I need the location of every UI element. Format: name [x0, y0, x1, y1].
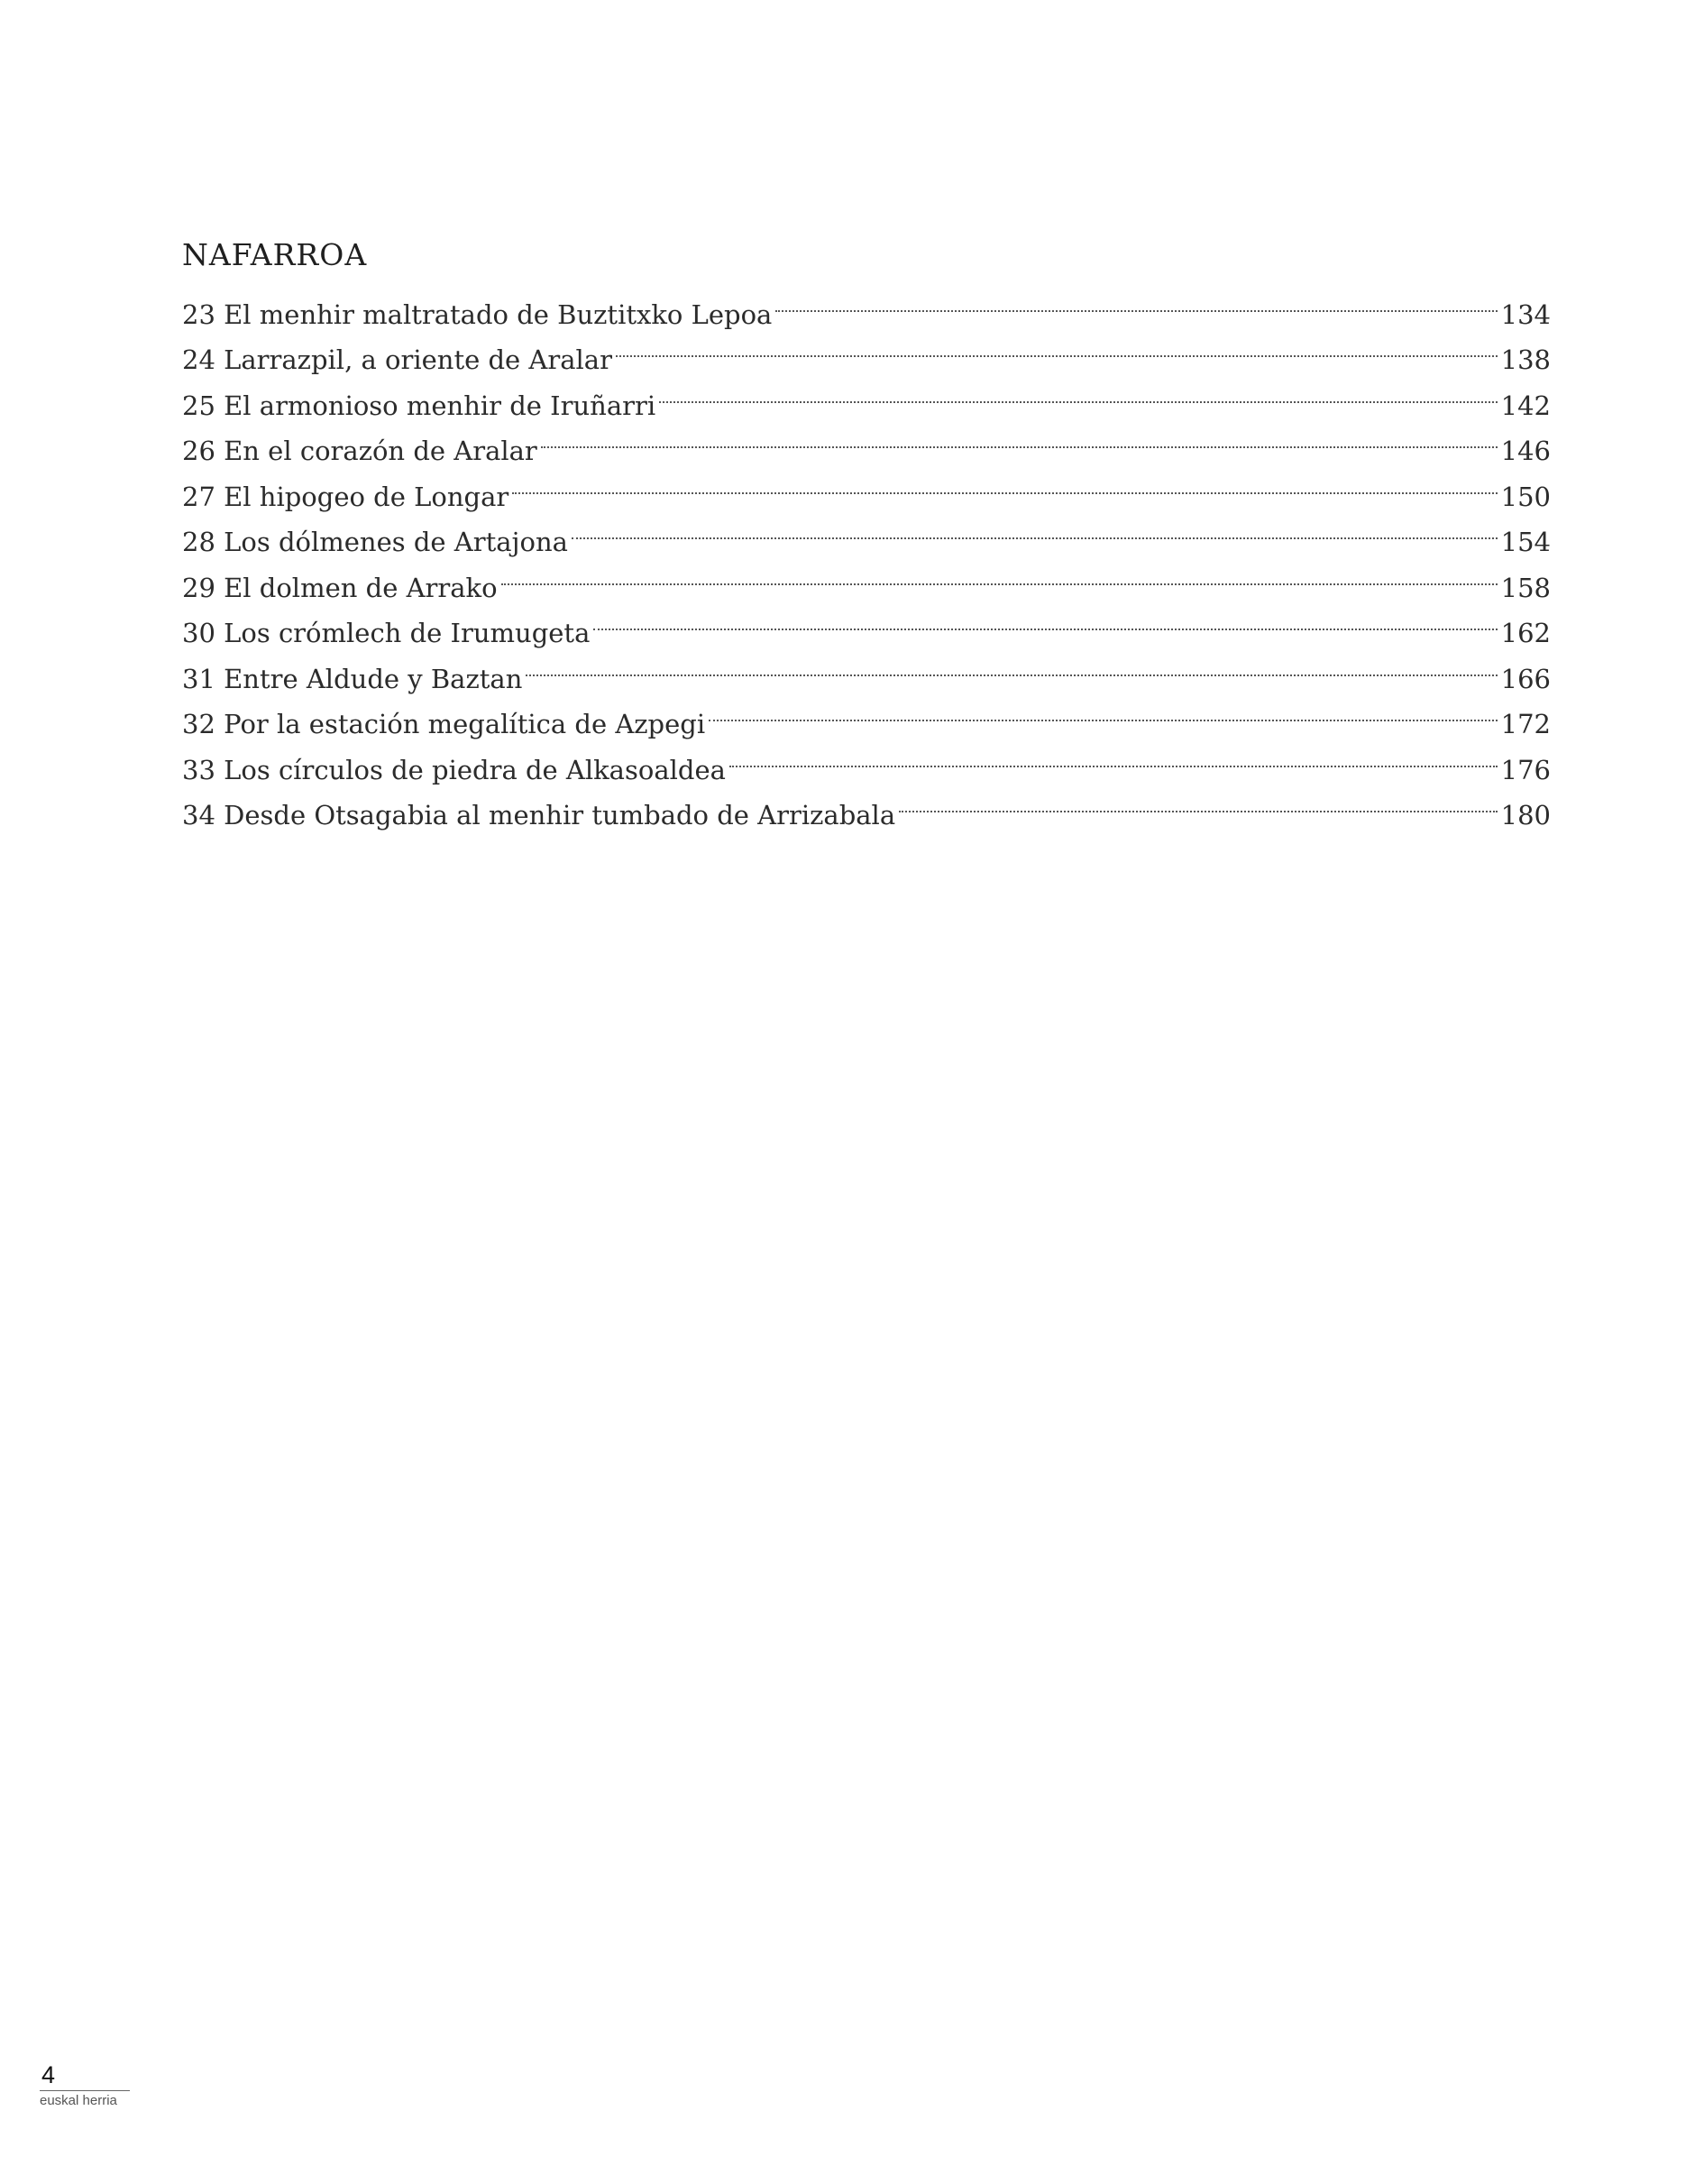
toc-entry-page: 142 [1500, 390, 1551, 421]
dot-leader [541, 415, 1498, 461]
toc-entry-page: 134 [1500, 298, 1551, 330]
page-number: 4 [41, 2061, 56, 2088]
toc-entry-label: 24 Larrazpil, a oriente de Aralar [182, 344, 612, 375]
dot-leader [526, 642, 1497, 688]
toc-entry-page: 154 [1500, 527, 1551, 557]
toc-entry-label: 25 El armonioso menhir de Iruñarri [182, 390, 656, 421]
toc-entry-page: 146 [1500, 436, 1551, 466]
toc-entry-page: 162 [1500, 618, 1551, 648]
dot-leader [572, 506, 1498, 552]
toc-entry-page: 176 [1500, 754, 1551, 785]
footer-caption: euskal herria [40, 2093, 117, 2108]
toc-entry-page: 172 [1500, 709, 1551, 739]
dot-leader [729, 733, 1498, 779]
toc-entry[interactable] [182, 278, 1551, 330]
section-title: NAFARROA [182, 237, 368, 272]
toc-entry-label: 32 Por la estación megalítica de Azpegi [182, 709, 706, 739]
toc-entry-label: 33 Los círculos de piedra de Alkasoaldea [182, 754, 726, 785]
toc-entry-page: 180 [1500, 800, 1551, 830]
dot-leader [616, 324, 1498, 370]
page-footer [40, 2061, 130, 2111]
toc-entry-label: 29 El dolmen de Arrako [182, 572, 498, 603]
toc-entry-page: 138 [1500, 344, 1551, 375]
toc-entry-label: 28 Los dólmenes de Artajona [182, 527, 568, 557]
dot-leader [512, 460, 1497, 506]
dot-leader [659, 369, 1497, 415]
toc-entry-label: 26 En el corazón de Aralar [182, 436, 537, 466]
dot-leader [593, 597, 1497, 643]
toc-entry-label: 31 Entre Aldude y Baztan [182, 663, 523, 694]
toc-entry-page: 166 [1500, 663, 1551, 694]
toc-entry-label: 30 Los crómlech de Irumugeta [182, 618, 591, 648]
toc-entry-label: 27 El hipogeo de Longar [182, 481, 509, 512]
dot-leader [501, 551, 1498, 597]
toc-entry-page: 158 [1500, 572, 1551, 603]
toc-entry-label: 34 Desde Otsagabia al menhir tumbado de Arrizabala [182, 800, 896, 830]
dot-leader [709, 688, 1498, 734]
toc-entry-page: 150 [1500, 481, 1551, 512]
table-of-contents [182, 233, 1551, 830]
dot-leader [775, 278, 1497, 324]
toc-entry-label: 23 El menhir maltratado de Buztitxko Lepoa [182, 298, 773, 330]
dot-leader [899, 779, 1498, 825]
toc-list [182, 278, 1551, 830]
